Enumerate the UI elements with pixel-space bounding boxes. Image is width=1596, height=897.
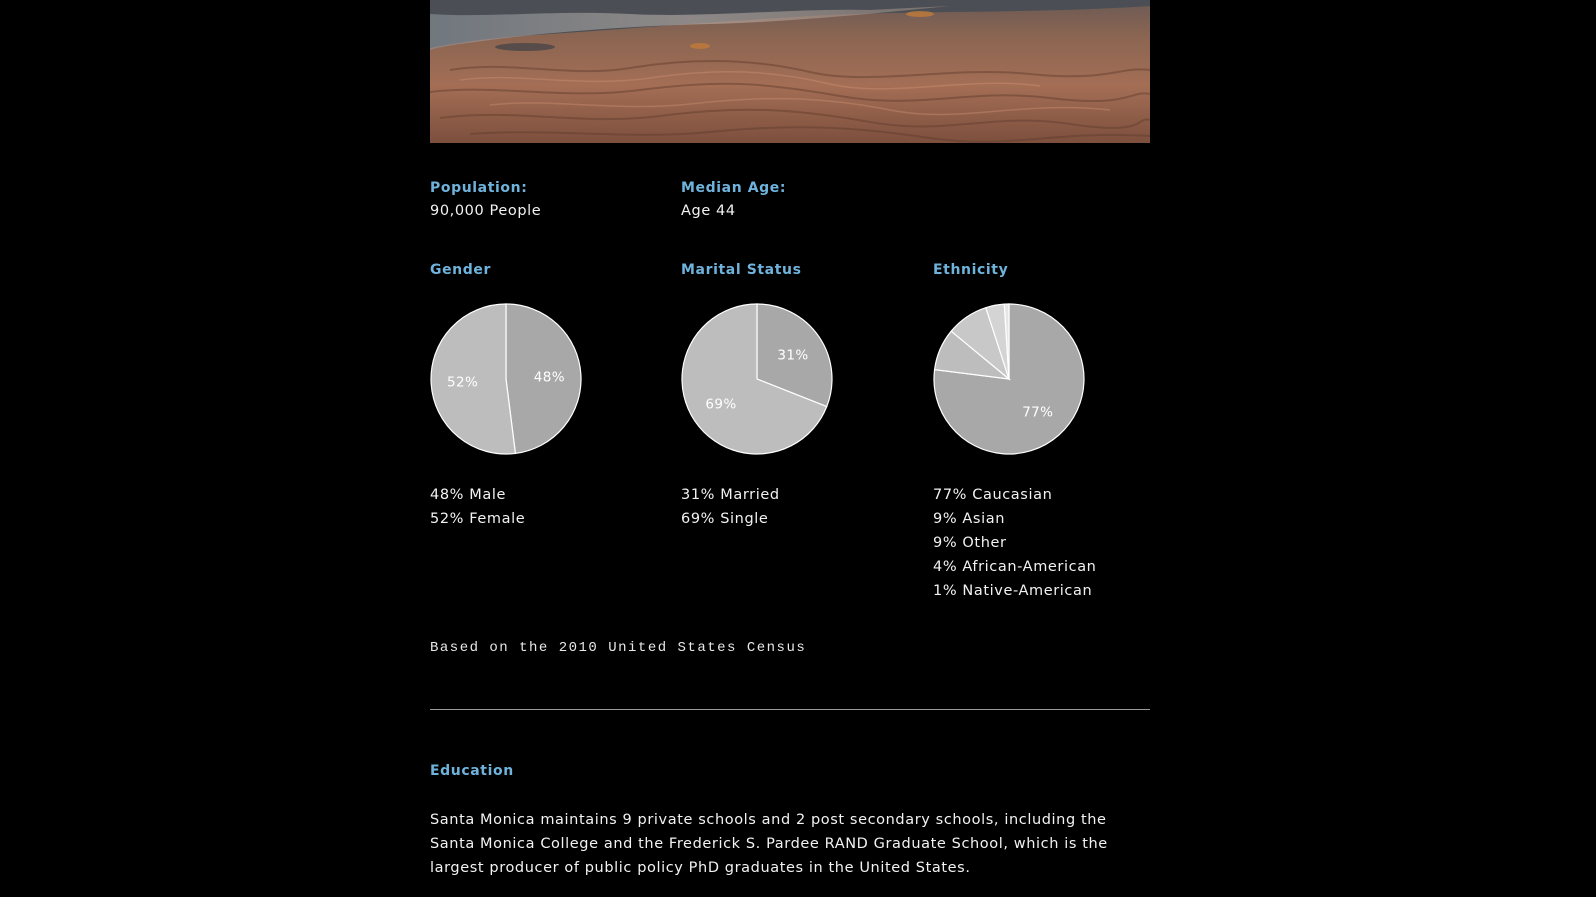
pie-slice-label: 52% xyxy=(446,374,479,391)
population-value: 90,000 People xyxy=(430,203,542,219)
legend-item: 77% Caucasian xyxy=(933,487,1053,503)
gender-chart-section xyxy=(430,262,680,531)
ethnicity-legend xyxy=(933,483,1183,603)
gender-pie-chart xyxy=(430,303,582,455)
legend-item: 48% Male xyxy=(430,487,506,503)
population-stat xyxy=(430,180,541,219)
legend-item: 69% Single xyxy=(681,511,769,527)
marital-chart-section xyxy=(681,262,931,531)
legend-item: 52% Female xyxy=(430,511,526,527)
section-divider xyxy=(430,709,1150,710)
gender-chart-title: Gender xyxy=(430,262,491,278)
legend-item: 9% Asian xyxy=(933,511,1005,527)
marital-chart-title: Marital Status xyxy=(681,262,802,278)
legend-item: 9% Other xyxy=(933,535,1007,551)
legend-item: 4% African-American xyxy=(933,559,1097,575)
pie-slice-label: 69% xyxy=(705,396,737,413)
legend-item: 31% Married xyxy=(681,487,780,503)
education-title: Education xyxy=(430,763,514,779)
education-paragraph: Santa Monica maintains 9 private schools and 2 post secondary schools, including the Santa Monica College and the Frederick S. Pardee RAND Graduate School, which is the largest producer of public policy PhD graduates in the United States. xyxy=(430,812,1108,876)
pie-slice-label: 48% xyxy=(533,369,566,386)
ethnicity-pie-chart xyxy=(933,303,1085,455)
median-age-label: Median Age: xyxy=(681,180,787,196)
ethnicity-chart-section xyxy=(933,262,1183,603)
pie-slice-label: 31% xyxy=(777,347,809,364)
census-footnote: Based on the 2010 United States Census xyxy=(430,640,807,656)
legend-item: 1% Native-American xyxy=(933,583,1093,599)
population-label: Population: xyxy=(430,180,528,196)
marital-legend xyxy=(681,483,931,531)
pie-slice-label: 77% xyxy=(1022,404,1054,421)
gender-legend xyxy=(430,483,680,531)
median-age-stat xyxy=(681,180,786,219)
beach-hero-image xyxy=(430,0,1150,143)
ethnicity-chart-title: Ethnicity xyxy=(933,262,1009,278)
median-age-value: Age 44 xyxy=(681,203,736,219)
marital-pie-chart xyxy=(681,303,833,455)
